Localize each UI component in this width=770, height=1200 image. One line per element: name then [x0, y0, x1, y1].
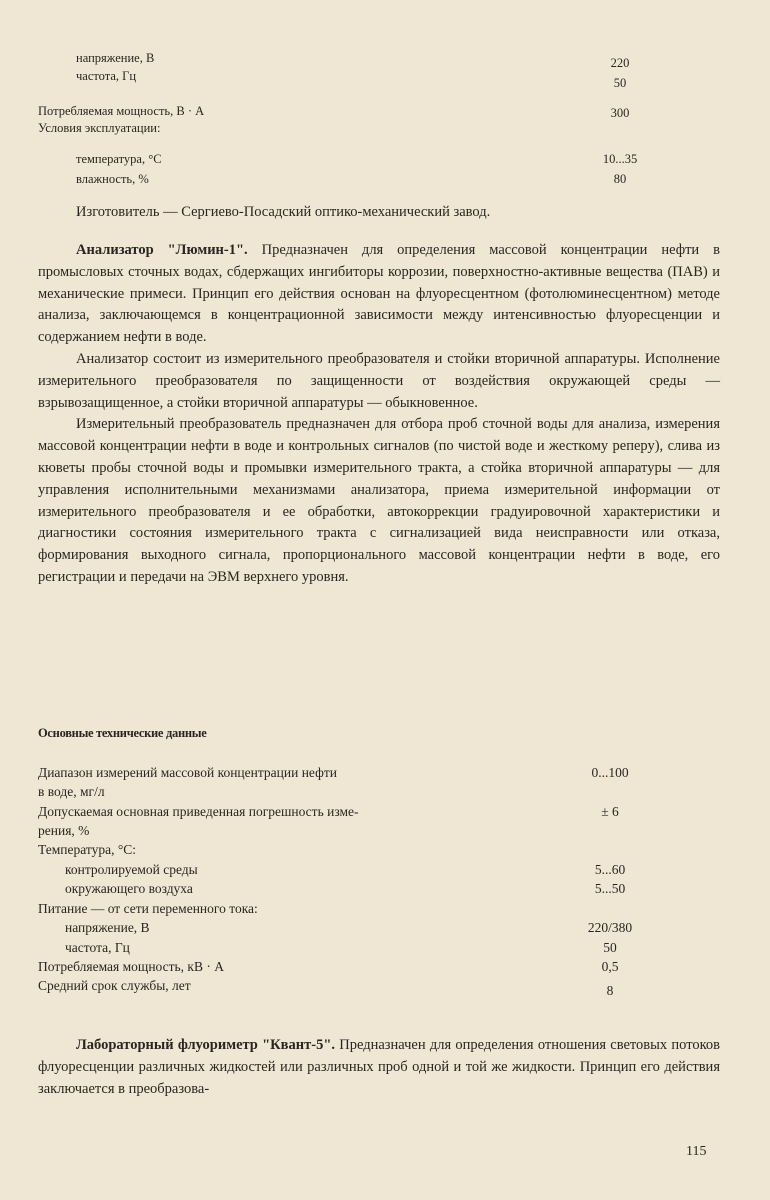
spec-value: 50	[603, 940, 617, 955]
spec-value: 80	[613, 172, 627, 186]
paragraph: Измерительный преобразователь предназначен для отбора проб сточной воды для анализа, измерения массовой концентрации нефти в воде и контрольных сигналов (по чистой воде и жесткому реперу), слива из кюветы пробы сточной воды и промывки измерительного тракта, а стойка вторичной аппаратуры — для управления исполнительными механизмами анализатора, приема измерительной информации от измерительного преобразователя и ее обработки, автокоррекции градуировочной характеристики и диагностики состояния измерительного тракта с сигнализацией вида неисправности или отказа, формирования выходного сигнала, пропорционального массовой концентрации нефти в воде, его регистрации и передачи на ЭВМ верхнего уровня.	[38, 416, 720, 585]
spec-label: окружающего воздуха	[65, 881, 193, 896]
paragraph-text: Предназначен для определения отношения световых потоков флуоресценции различных жидкостей или различных проб одной и той же жидкости. Принцип его действия заключается в преобразова-	[38, 1037, 721, 1097]
fluorimeter-title: Лабораторный флуориметр "Квант-5".	[76, 1037, 335, 1053]
spec-label: Потребляемая мощность, кВ · А	[38, 959, 224, 974]
page-number: 115	[686, 1144, 707, 1159]
spec-label: частота, Гц	[76, 69, 137, 83]
spec-value: 300	[610, 106, 630, 120]
spec-label: Допускаемая основная приведенная погрешность изме-	[38, 804, 359, 819]
spec-label: Диапазон измерений массовой концентрации нефти	[38, 765, 337, 780]
spec-label: напряжение, В	[76, 51, 155, 65]
spec-label: Потребляемая мощность, В · А	[38, 104, 205, 118]
analyzer-title: Анализатор "Люмин-1".	[76, 242, 248, 258]
specs-heading: Основные технические данные	[38, 726, 207, 740]
spec-value: ± 6	[601, 804, 619, 819]
spec-label: в воде, мг/л	[38, 784, 105, 799]
spec-value: 5...50	[594, 881, 626, 896]
spec-value: 50	[613, 76, 627, 90]
spec-value: 0,5	[601, 959, 619, 974]
spec-label: Средний срок службы, лет	[38, 978, 191, 993]
manufacturer-line: Изготовитель — Сергиево-Посадский оптико-механический завод.	[76, 204, 491, 220]
fluorimeter-section	[38, 1035, 720, 1100]
spec-value: 5...60	[594, 862, 626, 877]
paragraph-text: Предназначен для определения массовой концентрации нефти в промысловых сточных водах, сбдержащих ингибиторы коррозии, поверхностно-активные вещества (ПАВ) и механические примеси. Принцип его действия основан на флуоресцентном (фотолюминесцентном) методе анализа, заключающемся в концентрационной зависимости между интенсивностью флуоресценции и содержанием нефти в воде.	[38, 242, 720, 346]
paragraph: Анализатор состоит из измерительного преобразователя и стойки вторичной аппаратуры. Исполнение измерительного преобразователя по защищенности от воздействия окружающей среды — взрывозащищенное, а стойки вторичной аппаратуры — обыкновенное.	[38, 350, 720, 411]
spec-label: температура, °С	[76, 152, 162, 166]
spec-value: 8	[606, 983, 614, 998]
spec-value: 220/380	[587, 920, 633, 935]
spec-label: рения, %	[38, 823, 90, 838]
analyzer-section	[38, 240, 720, 589]
spec-value: 220	[610, 56, 630, 70]
spec-label: частота, Гц	[65, 940, 130, 955]
spec-label: Условия эксплуатации:	[38, 121, 161, 135]
paragraph	[38, 240, 720, 349]
spec-label: влажность, %	[76, 172, 149, 186]
spec-value: 0...100	[591, 765, 629, 780]
spec-label: Питание — от сети переменного тока:	[38, 901, 258, 916]
spec-label: контролируемой среды	[65, 862, 198, 877]
paragraph	[38, 1035, 720, 1100]
spec-label: Температура, °С:	[38, 842, 136, 857]
spec-label: напряжение, В	[65, 920, 150, 935]
spec-value: 10...35	[602, 152, 638, 166]
